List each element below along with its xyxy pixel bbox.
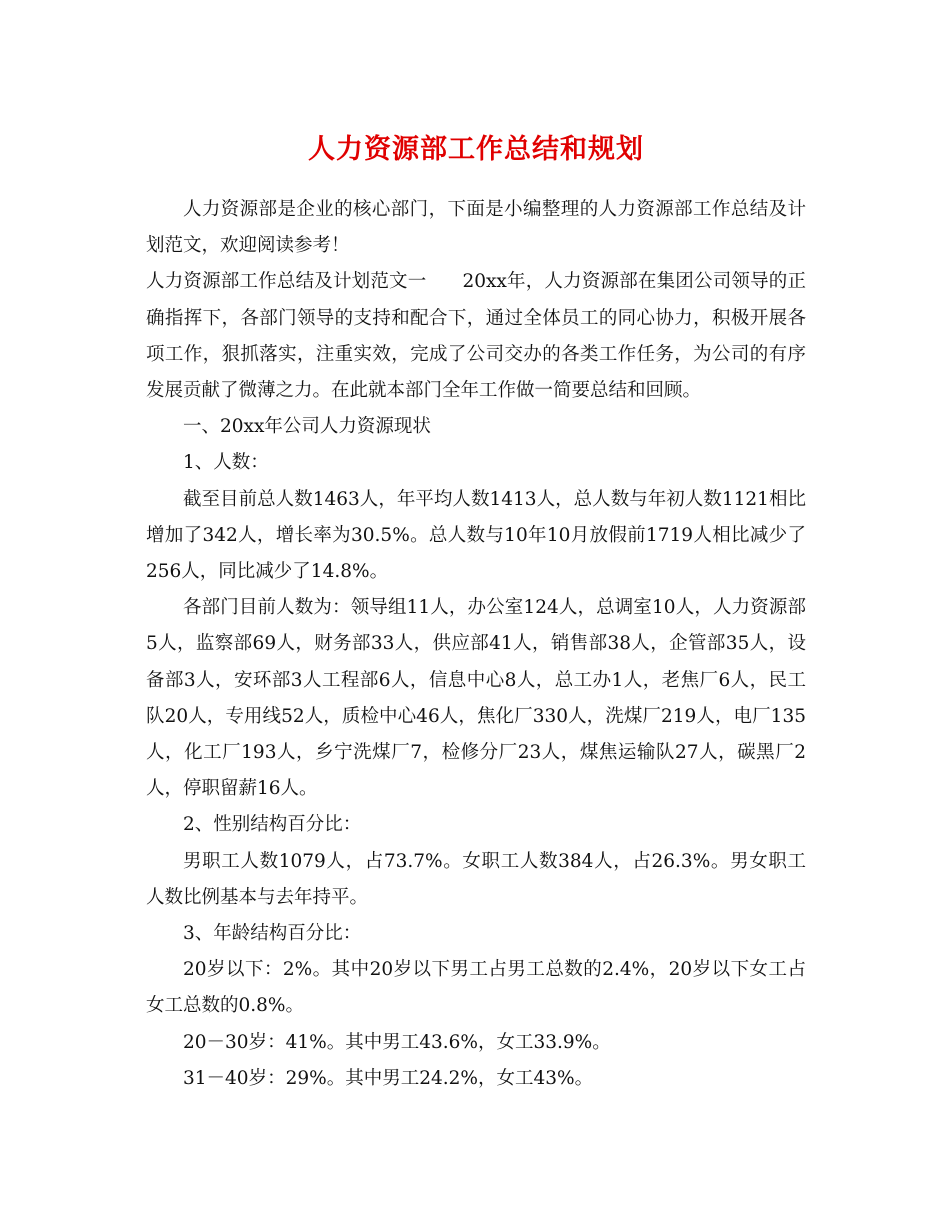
- document-title: 人力资源部工作总结和规划: [308, 134, 644, 165]
- document-page: [146, 128, 806, 1097]
- age-paragraph-20-30: 20－30岁：41%。其中男工43.6%，女工33.9%。: [183, 1031, 611, 1053]
- heading-1: 一、20xx年公司人力资源现状: [183, 416, 431, 438]
- section-paragraph: [146, 264, 806, 409]
- subheading-gender: 2、性别结构百分比：: [183, 814, 362, 836]
- section-text: 20xx年，人力资源部在集团公司领导的正确指挥下，各部门领导的支持和配合下，通过全体员工的同心协力，积极开展各项工作，狠抓落实，注重实效，完成了公司交办的各类工作任务，为公司的有序发展贡献了微薄之力。在此就本部门全年工作做一简要总结和回顾。: [146, 271, 806, 402]
- departments-paragraph: 各部门目前人数为：领导组11人，办公室124人，总调室10人，人力资源部5人，监察部69人，财务部33人，供应部41人，销售部38人，企管部35人，设备部3人，安环部3人工程部6人，信息中心8人，总工办1人，老焦厂6人，民工队20人，专用线52人，质检中心46人，焦化厂330人，洗煤厂219人，电厂135人，化工厂193人，乡宁洗煤厂7，检修分厂23人，煤焦运输队27人，碳黑厂2人，停职留薪16人。: [146, 597, 806, 800]
- headcount-paragraph: 截至目前总人数1463人，年平均人数1413人，总人数与年初人数1121相比增加了342人，增长率为30.5%。总人数与10年10月放假前1719人相比减少了256人，同比减少了14.8%。: [146, 488, 806, 583]
- subheading-headcount: 1、人数：: [183, 452, 269, 474]
- subheading-age: 3、年龄结构百分比：: [183, 923, 362, 945]
- age-paragraph-under-20: 20岁以下：2%。其中20岁以下男工占男工总数的2.4%，20岁以下女工占女工总数的0.8%。: [146, 959, 806, 1017]
- gender-paragraph: 男职工人数1079人，占73.7%。女职工人数384人，占26.3%。男女职工人数比例基本与去年持平。: [146, 850, 806, 908]
- intro-paragraph: 人力资源部是企业的核心部门，下面是小编整理的人力资源部工作总结及计划范文，欢迎阅读参考！: [146, 199, 806, 257]
- section-label: 人力资源部工作总结及计划范文一: [146, 271, 427, 293]
- age-paragraph-31-40: 31－40岁：29%。其中男工24.2%，女工43%。: [183, 1067, 594, 1089]
